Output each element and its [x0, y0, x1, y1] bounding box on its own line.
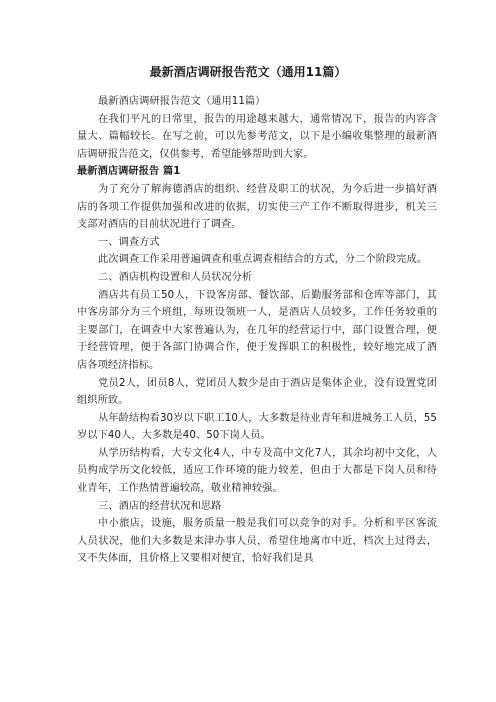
section-heading: 一、调查方式 — [98, 236, 160, 248]
paragraph: 从学历结构看，大专文化4人，中专及高中文化7人，其余均初中文化，人员构成学历文化较低，适应工作环境的能力较差，但由于大都是下岗人员和待业青年，工作热情普遍较高，敬业精神较强。 — [77, 447, 437, 495]
document-body — [77, 93, 437, 568]
paragraph: 从年龄结构看30岁以下职工10人，大多数是待业青年和进城务工人员，55岁以下40人，大多数是40、50下岗人员。 — [77, 412, 437, 442]
section-heading: 二、酒店机构设置和人员状况分析 — [98, 271, 253, 283]
paragraph: 此次调查工作采用普遍调查和重点调查相结合的方式，分二个阶段完成。 — [98, 254, 428, 266]
paragraph: 酒店共有员工50人，下设客房部、餐饮部、后勤服务部和仓库等部门，其中客房部分为三个班组，每班设领班一人，是酒店人员较多，工作任务较重的主要部门，在调查中大家普遍认为，在几年的经营运行中，部门设置合理，便于经营管理，便于各部门协调合作，便于发挥职工的积极性，较好地完成了酒店各项经济指标。 — [77, 289, 437, 371]
paragraph: 党员2人，团员8人，党团员人数少是由于酒店是集体企业，没有设置党团组织所致。 — [77, 377, 437, 407]
section-heading: 三、酒店的经营状况和思路 — [98, 500, 222, 512]
paragraph: 在我们平凡的日常里，报告的用途越来越大，通常情况下，报告的内容含量大、篇幅较长。在写之前，可以先参考范文，以下是小编收集整理的最新酒店调研报告范文，仅供参考，希望能够帮助到大家。 — [77, 113, 437, 160]
paragraph: 中小旅店，设施，服务质量一般是我们可以竞争的对手。分析和平区客流人员状况，他们大多数是来津办事人员，希望住地离市中近，档次上过得去，又不失体面，且价格上又要相对便宜，恰好我们是具 — [77, 518, 437, 565]
subheading: 最新酒店调研报告 篇1 — [77, 166, 181, 178]
paragraph: 最新酒店调研报告范文（通用11篇） — [98, 96, 266, 107]
paragraph: 为了充分了解海德酒店的组织、经营及职工的状况，为今后进一步搞好酒店的各项工作提供加强和改进的依据，切实使三产工作不断取得进步，机关三支部对酒店的目前状况进行了调查。 — [77, 183, 437, 231]
document-title: 最新酒店调研报告范文（通用11篇） — [149, 65, 347, 79]
